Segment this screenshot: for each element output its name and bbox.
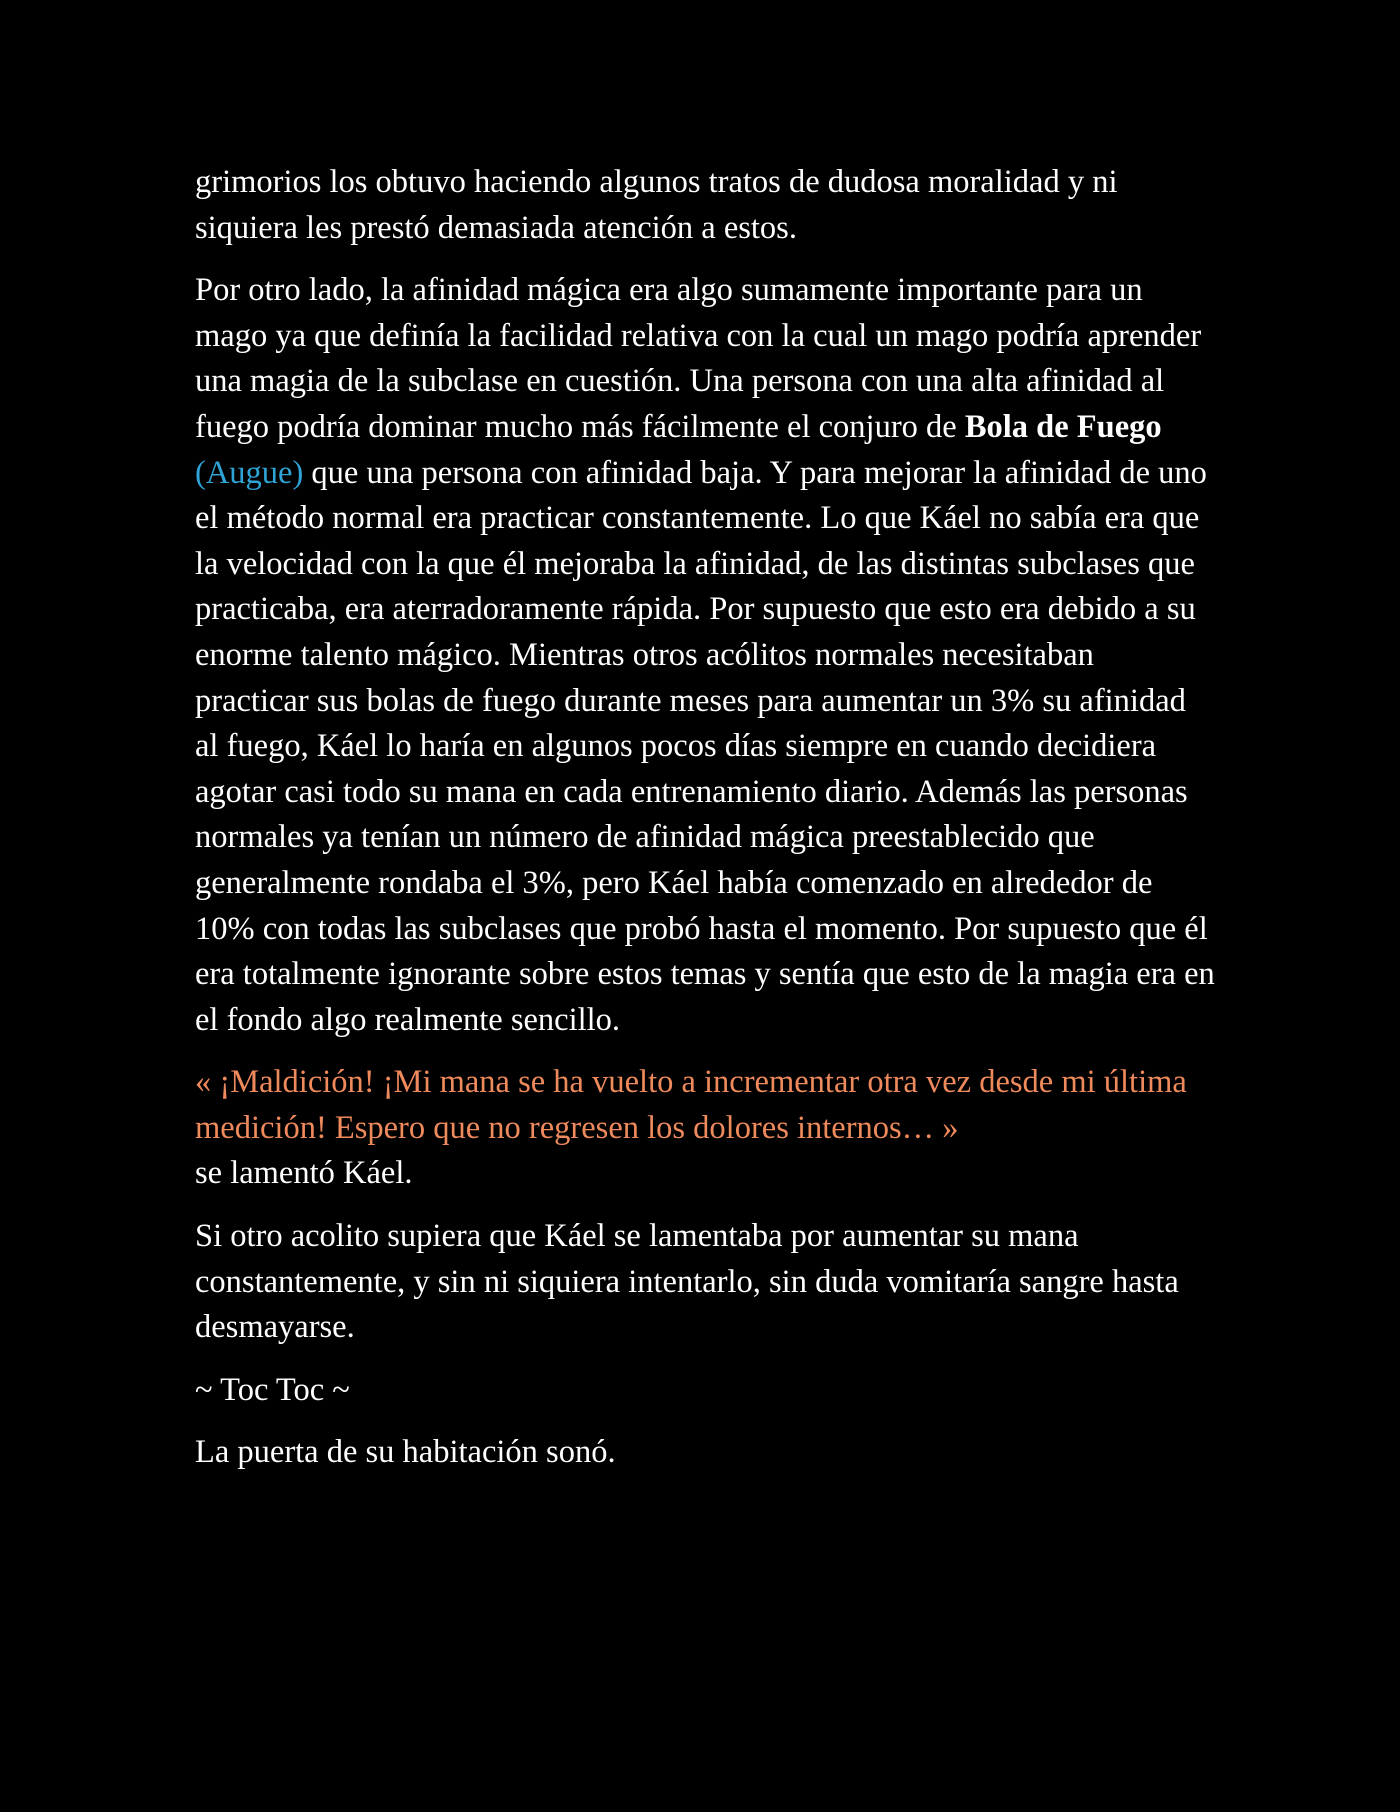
paragraph-puerta: La puerta de su habitación sonó. <box>195 1434 616 1471</box>
spell-alt-name: (Augue) <box>195 454 304 491</box>
dialogue-tag: se lamentó Káel. <box>195 1155 413 1192</box>
paragraph-afinidad-text-after: que una persona con afinidad baja. Y para mejorar la afinidad de uno el método normal era practicar constantemente. Lo que Káel no sabía era que la velocidad con la que él mejoraba la afinidad, de las distintas subclases que practicaba, era aterradoramente rápida. Por supuesto que esto era debido a su enorme talento mágico. Mientras otros acólitos normales necesitaban practicar sus bolas de fuego durante meses para aumentar un 3% su afinidad al fuego, Káel lo haría en algunos pocos días siempre en cuando decidiera agotar casi todo su mana en cada entrenamiento diario. Además las personas normales ya tenían un número de afinidad mágica preestablecido que generalmente rondaba el 3%, pero Káel había comenzado en alrededor de 10% con todas las subclases que probó hasta el momento. Por supuesto que él era totalmente ignorante sobre estos temas y sentía que esto de la magia era en el fondo algo realmente sencillo. <box>195 454 1215 1038</box>
dialogue-quote: « ¡Maldición! ¡Mi mana se ha vuelto a incrementar otra vez desde mi última medición! Espero que no regresen los dolores internos… » <box>195 1064 1187 1146</box>
paragraph-afinidad <box>195 268 1215 1043</box>
paragraph-toc-toc: ~ Toc Toc ~ <box>195 1371 350 1408</box>
paragraph-dialogue <box>195 1060 1215 1197</box>
document-page <box>195 160 1215 1493</box>
spell-name: Bola de Fuego <box>964 408 1162 445</box>
paragraph-acolito: Si otro acolito supiera que Káel se lamentaba por aumentar su mana constantemente, y sin ni siquiera intentarlo, sin duda vomitaría sangre hasta desmayarse. <box>195 1218 1179 1346</box>
paragraph-grimorios: grimorios los obtuvo haciendo algunos tratos de dudosa moralidad y ni siquiera les prestó demasiada atención a estos. <box>195 164 1118 246</box>
paragraph-afinidad-text-before: Por otro lado, la afinidad mágica era algo sumamente importante para un mago ya que definía la facilidad relativa con la cual un mago podría aprender una magia de la subclase en cuestión. Una persona con una alta afinidad al fuego podría dominar mucho más fácilmente el conjuro de <box>195 272 1202 445</box>
